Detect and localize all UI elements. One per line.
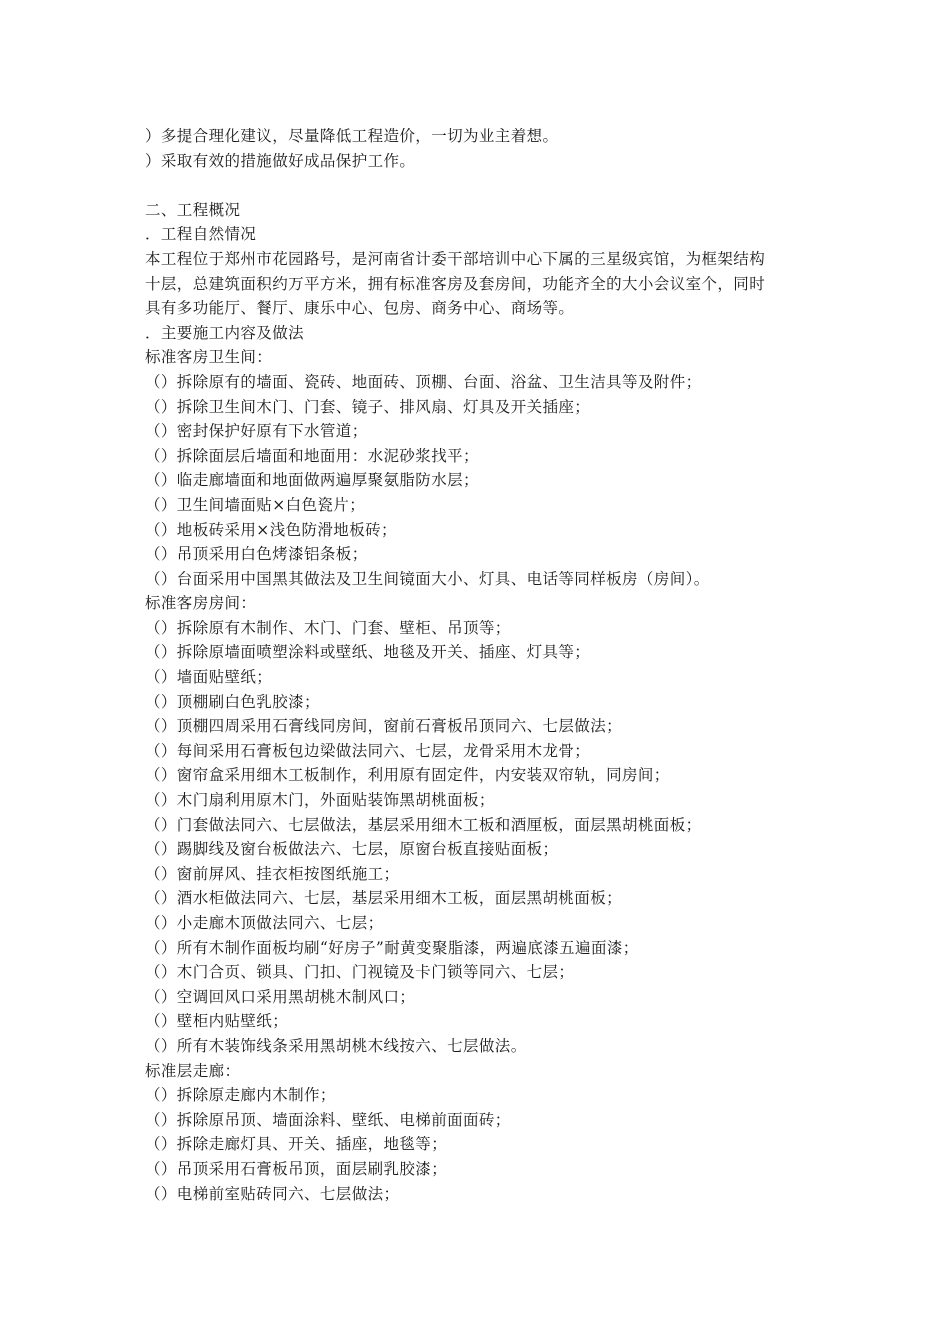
list-item: （）踢脚线及窗台板做法六、七层，原窗台板直接贴面板；: [145, 840, 559, 859]
list-item: （）墙面贴壁纸；: [145, 668, 273, 687]
list-item: （）所有木装饰线条采用黑胡桃木线按六、七层做法。: [145, 1036, 527, 1055]
list-item: （）空调回风口采用黑胡桃木制风口；: [145, 987, 416, 1006]
intro-item-1: ）多提合理化建议，尽量降低工程造价，一切为业主着想。: [145, 127, 559, 145]
list-item: （）所有木制作面板均刷“好房子”耐黄变聚脂漆，两遍底漆五遍面漆；: [145, 938, 639, 957]
paragraph-line: 十层，总建筑面积约万平方米，拥有标准客房及套房间，功能齐全的大小会议室个，同时: [145, 274, 766, 293]
list-item: （）地板砖采用×浅色防滑地板砖；: [145, 520, 397, 539]
list-item: （）木门合页、锁具、门扣、门视镜及卡门锁等同六、七层；: [145, 963, 575, 982]
group-title: 标准层走廊：: [145, 1061, 241, 1080]
group-title: 标准客房房间：: [145, 594, 257, 613]
subsection-heading: ．主要施工内容及做法: [145, 323, 305, 342]
list-item: （）酒水柜做法同六、七层，基层采用细木工板，面层黑胡桃面板；: [145, 889, 623, 908]
list-item: （）窗帘盒采用细木工板制作，利用原有固定件，内安装双帘轨，同房间；: [145, 766, 670, 785]
document-page: [145, 124, 815, 1206]
list-item: （）壁柜内贴壁纸；: [145, 1012, 289, 1031]
list-item: （）拆除卫生间木门、门套、镜子、排风扇、灯具及开关插座；: [145, 397, 591, 416]
list-item: （）小走廊木顶做法同六、七层；: [145, 914, 384, 932]
list-item: （）吊顶采用石膏板吊顶，面层刷乳胶漆；: [145, 1159, 448, 1178]
list-item: （）拆除原墙面喷塑涂料或壁纸、地毯及开关、插座、灯具等；: [145, 643, 591, 662]
intro-item-2: ）采取有效的措施做好成品保护工作。: [145, 151, 416, 170]
list-item: （）拆除原走廊内木制作；: [145, 1086, 336, 1105]
paragraph-line: 本工程位于郑州市花园路号，是河南省计委干部培训中心下属的三星级宾馆，为框架结构: [145, 249, 766, 268]
list-item: （）电梯前室贴砖同六、七层做法；: [145, 1184, 400, 1203]
list-item: （）拆除原有木制作、木门、门套、壁柜、吊顶等；: [145, 618, 511, 637]
list-item: （）卫生间墙面贴×白色瓷片；: [145, 495, 366, 514]
list-item: （）拆除面层后墙面和地面用：水泥砂浆找平；: [145, 446, 479, 465]
list-item: （）拆除原有的墙面、瓷砖、地面砖、顶棚、台面、浴盆、卫生洁具等及附件；: [145, 372, 702, 391]
list-item: （）窗前屏风、挂衣柜按图纸施工；: [145, 864, 400, 883]
paragraph-line: 具有多功能厅、餐厅、康乐中心、包房、商务中心、商场等。: [145, 299, 575, 318]
list-item: （）门套做法同六、七层做法，基层采用细木工板和酒厘板，面层黑胡桃面板；: [145, 815, 702, 834]
list-item: （）拆除原吊顶、墙面涂料、壁纸、电梯前面面砖；: [145, 1110, 511, 1129]
construction-groups: [145, 345, 815, 1206]
list-item: （）顶棚刷白色乳胶漆；: [145, 692, 320, 711]
list-item: （）临走廊墙面和地面做两遍厚聚氨脂防水层；: [145, 471, 479, 490]
list-item: （）台面采用中国黑其做法及卫生间镜面大小、灯具、电话等同样板房（房间）。: [145, 569, 710, 588]
section-heading: 二、工程概况: [145, 200, 241, 219]
list-item: （）木门扇利用原木门，外面贴装饰黑胡桃面板；: [145, 791, 495, 810]
group-title: 标准客房卫生间：: [145, 348, 273, 367]
spacer: [145, 173, 815, 198]
subsection-heading: ．工程自然情况: [145, 225, 257, 244]
list-item: （）顶棚四周采用石膏线同房间，窗前石膏板吊顶同六、七层做法；: [145, 717, 623, 736]
list-item: （）每间采用石膏板包边梁做法同六、七层，龙骨采用木龙骨；: [145, 741, 591, 760]
list-item: （）密封保护好原有下水管道；: [145, 422, 368, 441]
list-item: （）拆除走廊灯具、开关、插座，地毯等；: [145, 1135, 448, 1154]
list-item: （）吊顶采用白色烤漆铝条板；: [145, 545, 368, 564]
